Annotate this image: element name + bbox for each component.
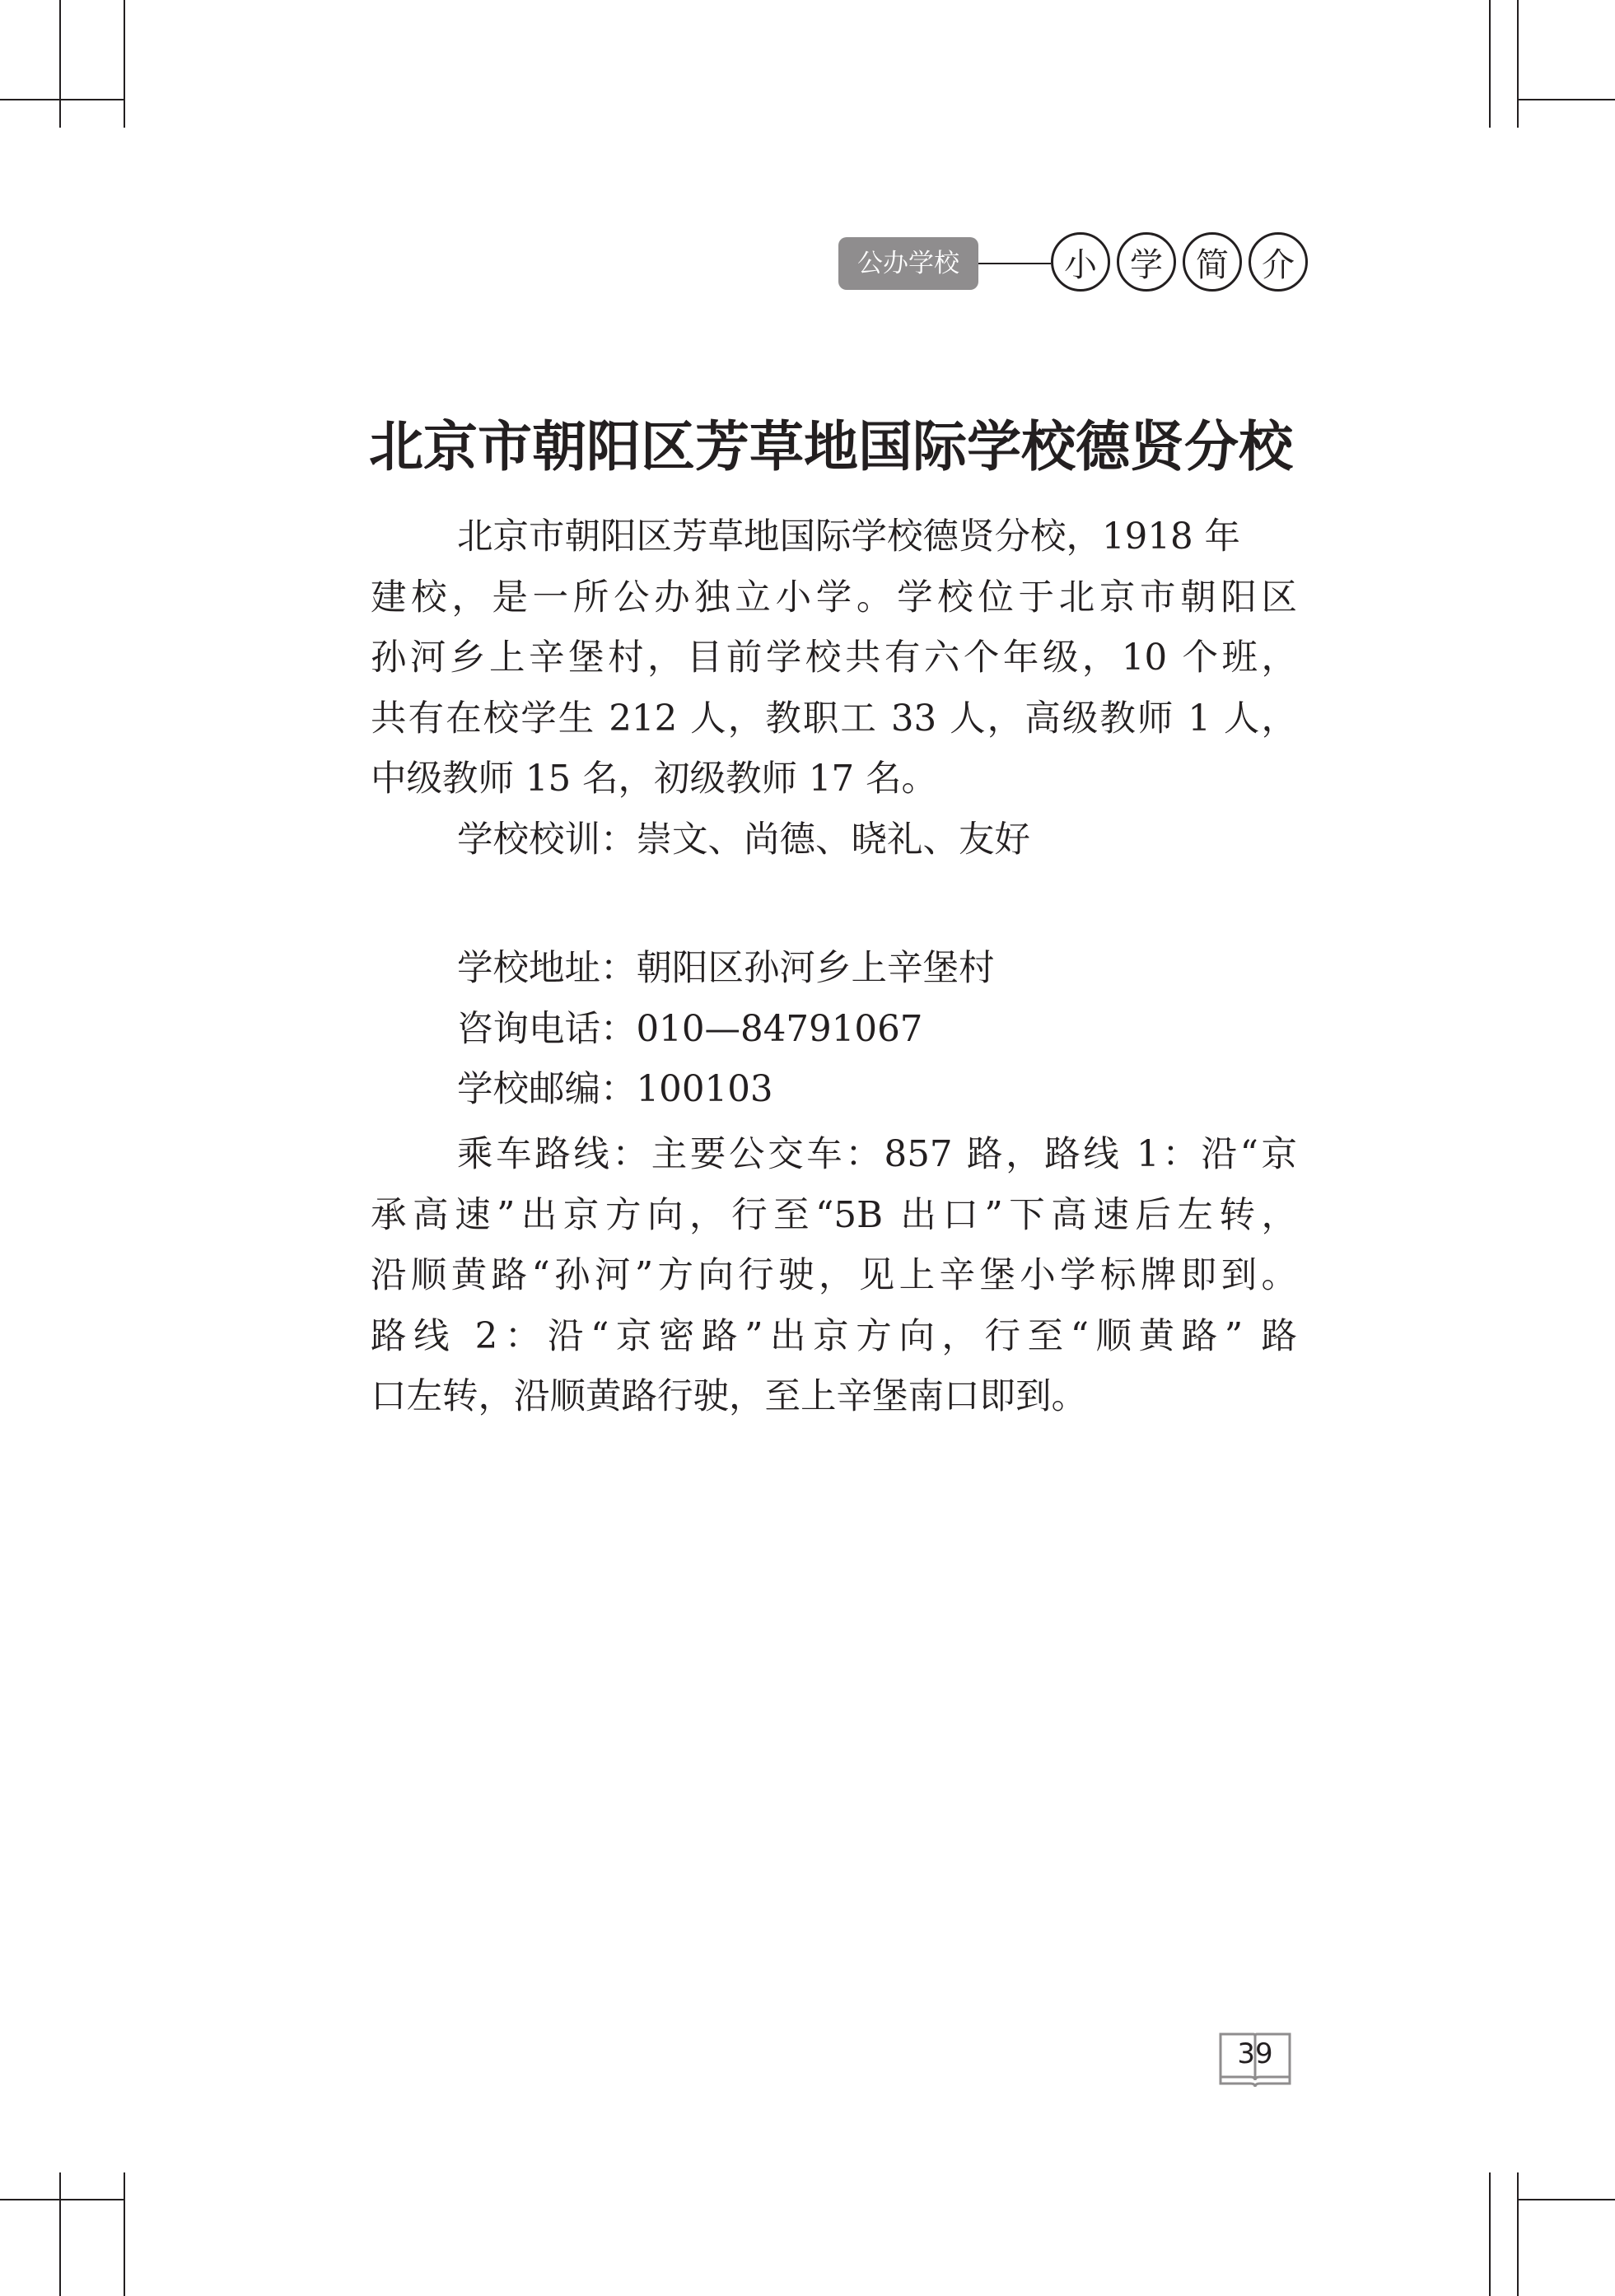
header-divider — [978, 263, 1051, 264]
running-header — [838, 232, 1300, 295]
route-paragraph — [371, 1125, 1297, 1428]
section-char: 介 — [1249, 232, 1308, 292]
school-postcode: 学校邮编：100103 — [457, 1069, 773, 1110]
crop-mark — [0, 99, 124, 100]
crop-mark — [124, 0, 125, 128]
intro-paragraph — [371, 507, 1297, 870]
crop-mark — [1489, 0, 1491, 128]
crop-mark — [0, 2199, 124, 2200]
crop-mark — [1517, 0, 1519, 128]
school-address: 学校地址：朝阳区孙河乡上辛堡村 — [457, 948, 995, 989]
page-number-badge — [1217, 2029, 1293, 2088]
crop-mark — [124, 2172, 125, 2296]
category-tag: 公办学校 — [838, 237, 978, 290]
section-char: 小 — [1051, 232, 1110, 292]
section-char: 简 — [1183, 232, 1242, 292]
crop-mark — [1517, 2199, 1615, 2200]
paragraph-line: 沿顺黄路“孙河”方向行驶，见上辛堡小学标牌即到。 — [371, 1255, 1297, 1296]
school-phone: 咨询电话：010—84791067 — [457, 1008, 923, 1050]
paragraph-line: 孙河乡上辛堡村，目前学校共有六个年级，10 个班， — [371, 637, 1297, 679]
paragraph-line: 乘车路线：主要公交车：857 路，路线 1：沿“京 — [457, 1134, 1297, 1175]
paragraph-line: 口左转，沿顺黄路行驶，至上辛堡南口即到。 — [371, 1376, 1087, 1417]
paragraph-line: 承高速”出京方向，行至“5B 出口”下高速后左转， — [371, 1194, 1297, 1236]
school-motto: 学校校训：崇文、尚德、晓礼、友好 — [457, 819, 1030, 861]
crop-mark — [1489, 2172, 1491, 2296]
page-number: 39 — [1237, 2037, 1273, 2070]
paragraph-line: 北京市朝阳区芳草地国际学校德贤分校，1918 年 — [457, 516, 1241, 558]
paragraph-line: 中级教师 15 名，初级教师 17 名。 — [371, 758, 938, 800]
paragraph-line: 共有在校学生 212 人，教职工 33 人，高级教师 1 人， — [371, 698, 1297, 740]
page-title: 北京市朝阳区芳草地国际学校德贤分校 — [369, 415, 1293, 478]
crop-mark — [1517, 99, 1615, 100]
paragraph-line: 路线 2：沿“京密路”出京方向，行至“顺黄路” 路 — [371, 1315, 1297, 1357]
section-char: 学 — [1117, 232, 1176, 292]
crop-mark — [59, 2172, 61, 2296]
paragraph-line: 建校，是一所公办独立小学。学校位于北京市朝阳区 — [371, 576, 1297, 618]
crop-mark — [1517, 2172, 1519, 2296]
contact-info — [371, 939, 1297, 1121]
section-title-circles — [1051, 232, 1308, 292]
crop-mark — [59, 0, 61, 128]
